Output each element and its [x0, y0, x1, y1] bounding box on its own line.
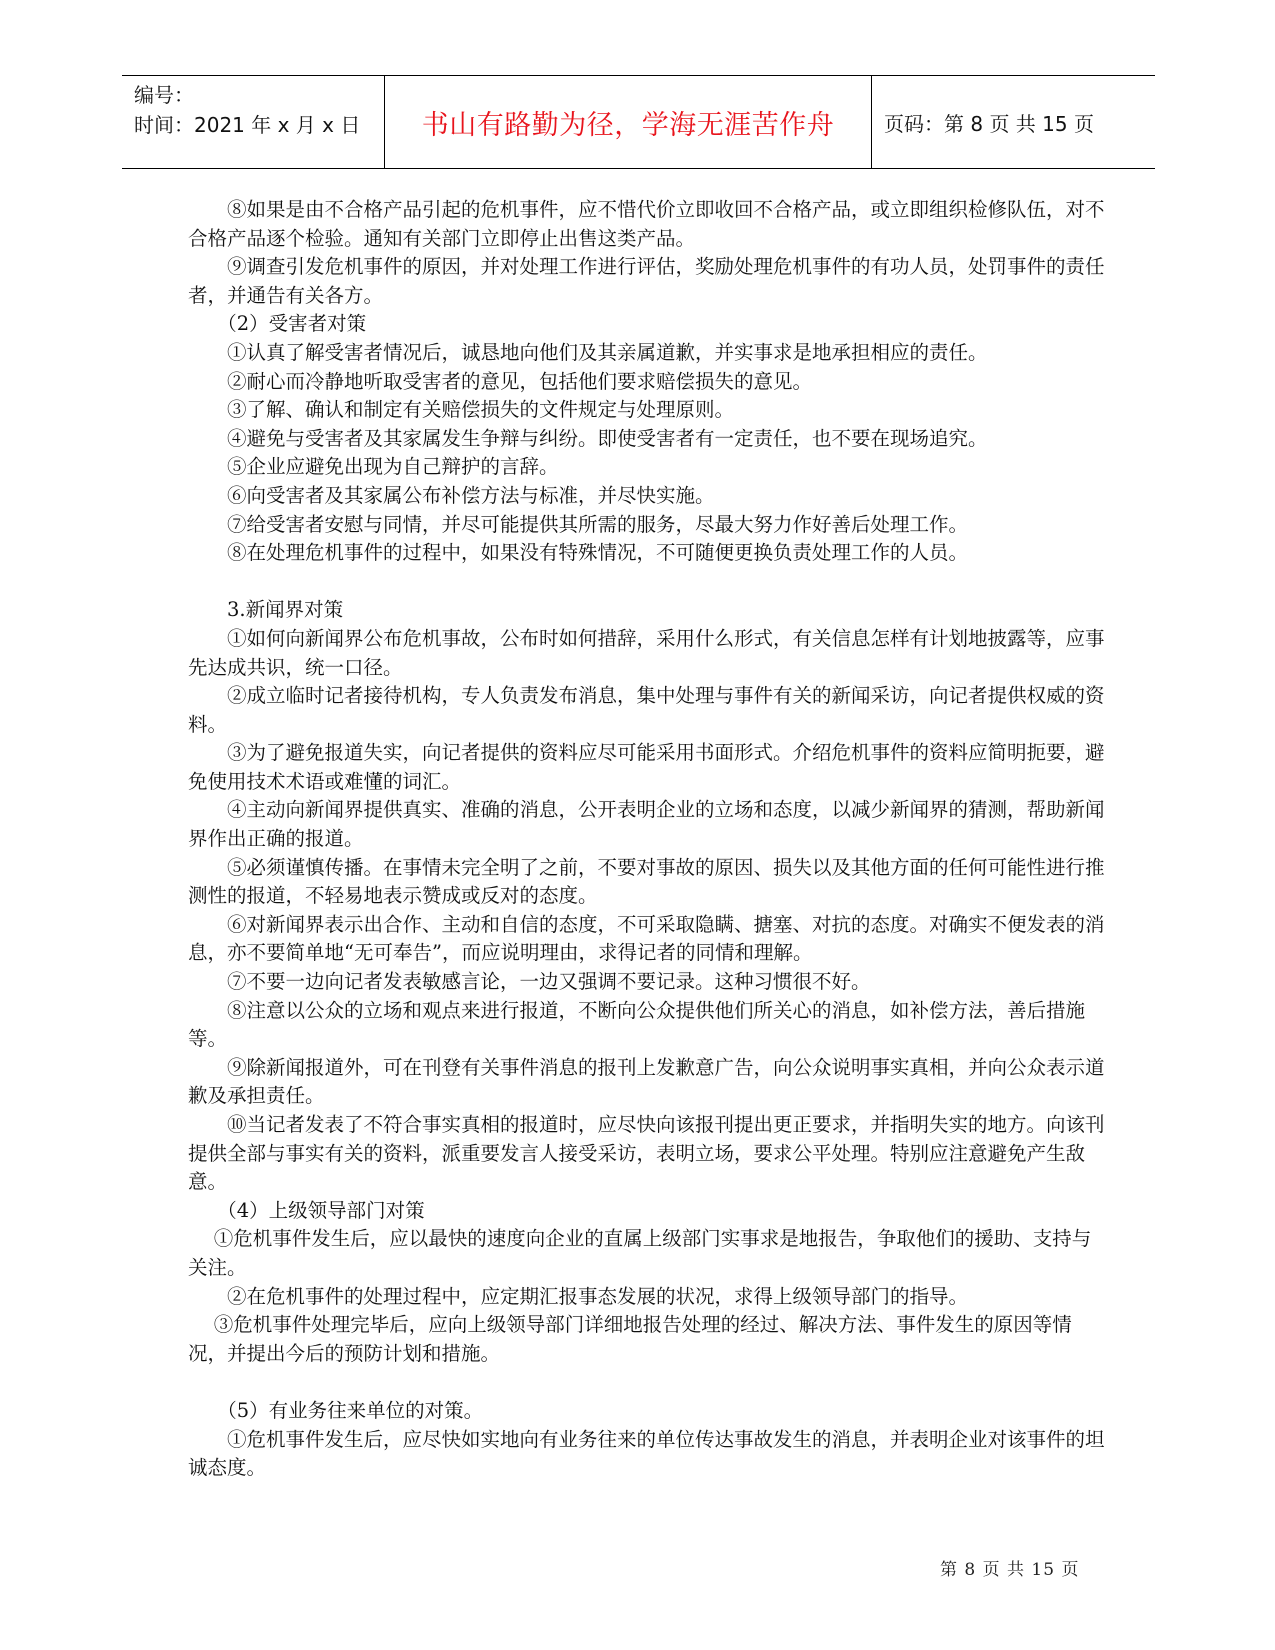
paragraph: ⑤企业应避免出现为自己辩护的言辞。 [188, 455, 559, 479]
paragraph: ④主动向新闻界提供真实、准确的消息，公开表明企业的立场和态度，以减少新闻界的猜测，帮助新闻界作出正确的报道。 [188, 798, 1105, 851]
paragraph: ①危机事件发生后，应尽快如实地向有业务往来的单位传达事故发生的消息，并表明企业对该事件的坦诚态度。 [188, 1427, 1105, 1480]
paragraph: （2）受害者对策 [188, 312, 367, 336]
paragraph: ⑥向受害者及其家属公布补偿方法与标准，并尽快实施。 [188, 483, 715, 507]
paragraph: ②耐心而冷静地听取受害者的意见，包括他们要求赔偿损失的意见。 [188, 369, 813, 393]
paragraph: ⑧在处理危机事件的过程中，如果没有特殊情况，不可随便更换负责处理工作的人员。 [188, 541, 969, 565]
paragraph: 3.新闻界对策 [188, 598, 344, 622]
page-footer [940, 1555, 1079, 1580]
footer-page-label: 第 8 页 共 15 页 [940, 1560, 1080, 1580]
header-page-label: 页码：第 8 页 共 15 页 [884, 111, 1094, 136]
motto-text: 书山有路勤为径，学海无涯苦作舟 [421, 109, 835, 141]
paragraph: ⑨除新闻报道外，可在刊登有关事件消息的报刊上发歉意广告，向公众说明事实真相，并向公众表示道歉及承担责任。 [188, 1055, 1105, 1108]
blank-line [188, 1368, 1106, 1397]
paragraph: （5）有业务往来单位的对策。 [188, 1398, 484, 1422]
paragraph: ⑧注意以公众的立场和观点来进行报道，不断向公众提供他们所关心的消息，如补偿方法，善后措施等。 [188, 998, 1086, 1051]
paragraph: ①如何向新闻界公布危机事故，公布时如何措辞，采用什么形式，有关信息怎样有计划地披露等，应事先达成共识，统一口径。 [188, 626, 1105, 679]
document-body [188, 196, 1106, 1483]
header-motto-cell [385, 76, 872, 168]
paragraph: ⑦不要一边向记者发表敏感言论，一边又强调不要记录。这种习惯很不好。 [188, 970, 871, 994]
paragraph: ⑩当记者发表了不符合事实真相的报道时，应尽快向该报刊提出更正要求，并指明失实的地方。向该刊提供全部与事实有关的资料，派重要发言人接受采访，表明立场，要求公平处理。特别应注意避免产生敌意。 [188, 1113, 1105, 1194]
paragraph: ②在危机事件的处理过程中，应定期汇报事态发展的状况，求得上级领导部门的指导。 [188, 1284, 969, 1308]
paragraph: （4）上级领导部门对策 [188, 1198, 425, 1222]
paragraph: ③了解、确认和制定有关赔偿损失的文件规定与处理原则。 [188, 398, 735, 422]
header-left-cell [122, 76, 385, 168]
paragraph: ⑥对新闻界表示出合作、主动和自信的态度，不可采取隐瞒、搪塞、对抗的态度。对确实不便发表的消息，亦不要简单地“无可奉告”，而应说明理由，求得记者的同情和理解。 [188, 912, 1105, 965]
paragraph: ③危机事件处理完毕后，应向上级领导部门详细地报告处理的经过、解决方法、事件发生的原因等情况，并提出今后的预防计划和措施。 [188, 1313, 1072, 1365]
paragraph: ②成立临时记者接待机构，专人负责发布消息，集中处理与事件有关的新闻采访，向记者提供权威的资料。 [188, 684, 1105, 736]
paragraph: ①危机事件发生后，应以最快的速度向企业的直属上级部门实事求是地报告，争取他们的援助、支持与关注。 [188, 1227, 1092, 1279]
header-page-cell [872, 76, 1155, 168]
paragraph: ①认真了解受害者情况后，诚恳地向他们及其亲属道歉，并实事求是地承担相应的责任。 [188, 340, 988, 364]
paragraph: ④避免与受害者及其家属发生争辩与纠纷。即使受害者有一定责任，也不要在现场追究。 [188, 426, 988, 450]
paragraph: ⑨调查引发危机事件的原因，并对处理工作进行评估，奖励处理危机事件的有功人员，处罚事件的责任者，并通告有关各方。 [188, 255, 1105, 307]
number-label: 编号： [134, 83, 194, 107]
blank-line [188, 568, 1106, 597]
paragraph: ⑤必须谨慎传播。在事情未完全明了之前，不要对事故的原因、损失以及其他方面的任何可能性进行推测性的报道，不轻易地表示赞成或反对的态度。 [188, 855, 1105, 908]
paragraph: ⑧如果是由不合格产品引起的危机事件，应不惜代价立即收回不合格产品，或立即组织检修队伍，对不合格产品逐个检验。通知有关部门立即停止出售这类产品。 [188, 198, 1105, 250]
paragraph: ⑦给受害者安慰与同情，并尽可能提供其所需的服务，尽最大努力作好善后处理工作。 [188, 512, 969, 536]
page-header [122, 75, 1155, 169]
paragraph: ③为了避免报道失实，向记者提供的资料应尽可能采用书面形式。介绍危机事件的资料应简明扼要，避免使用技术术语或难懂的词汇。 [188, 741, 1105, 793]
time-label: 时间：2021 年 x 月 x 日 [134, 113, 361, 137]
